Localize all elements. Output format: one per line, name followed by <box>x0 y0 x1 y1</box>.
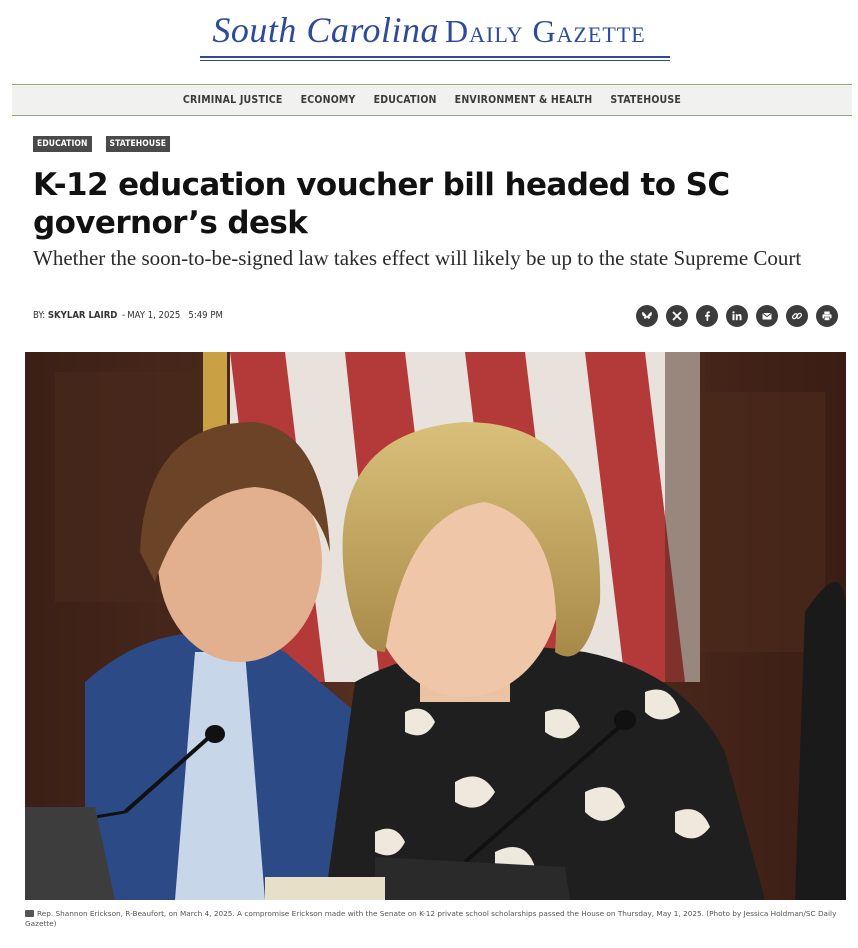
publish-time: 5:49 PM <box>188 310 223 321</box>
logo-script-text: South Carolina <box>212 10 440 50</box>
facebook-icon[interactable] <box>696 305 718 327</box>
tag-education[interactable]: EDUCATION <box>33 136 92 152</box>
caption-text: Rep. Shannon Erickson, R-Beaufort, on March 4, 2025. A compromise Erickson made with the Senate on K-12 private school scholarships passed the House on Thursday, May 1, 2025. (Photo by Jessica Holdman/SC Daily Gazette) <box>25 909 837 928</box>
logo-caps-text: Daily Gazette <box>445 13 646 49</box>
photo-caption <box>25 909 840 929</box>
bluesky-icon[interactable] <box>636 305 658 327</box>
nav-item-education[interactable]: EDUCATION <box>373 94 437 106</box>
nav-item-environment-health[interactable]: ENVIRONMENT & HEALTH <box>454 94 593 106</box>
nav-item-statehouse[interactable]: STATEHOUSE <box>610 94 682 106</box>
linkedin-icon[interactable] <box>726 305 748 327</box>
article-photo <box>25 352 846 900</box>
byline-prefix: BY: <box>33 310 46 321</box>
link-icon[interactable] <box>786 305 808 327</box>
email-icon[interactable] <box>756 305 778 327</box>
share-buttons <box>636 305 838 327</box>
publish-date: MAY 1, 2025 <box>127 310 181 321</box>
site-logo[interactable] <box>0 12 858 48</box>
byline-separator: - <box>122 310 126 321</box>
logo-rule-thin <box>200 60 670 61</box>
tag-statehouse[interactable]: STATEHOUSE <box>106 136 171 152</box>
author-link[interactable]: SKYLAR LAIRD <box>47 310 118 321</box>
logo-rule <box>200 56 670 58</box>
x-icon[interactable] <box>666 305 688 327</box>
nav-item-economy[interactable]: ECONOMY <box>300 94 356 106</box>
section-nav <box>12 84 852 116</box>
article-headline: K-12 education voucher bill headed to SC governor’s desk <box>33 167 730 241</box>
article-tags <box>33 136 170 152</box>
article-subhead: Whether the soon-to-be-signed law takes effect will likely be up to the state Supreme Court <box>33 246 802 270</box>
nav-item-criminal-justice[interactable]: CRIMINAL JUSTICE <box>182 94 283 106</box>
masthead <box>0 0 858 84</box>
byline <box>33 310 223 321</box>
camera-icon <box>25 910 34 917</box>
photo-illustration <box>25 352 846 900</box>
print-icon[interactable] <box>816 305 838 327</box>
